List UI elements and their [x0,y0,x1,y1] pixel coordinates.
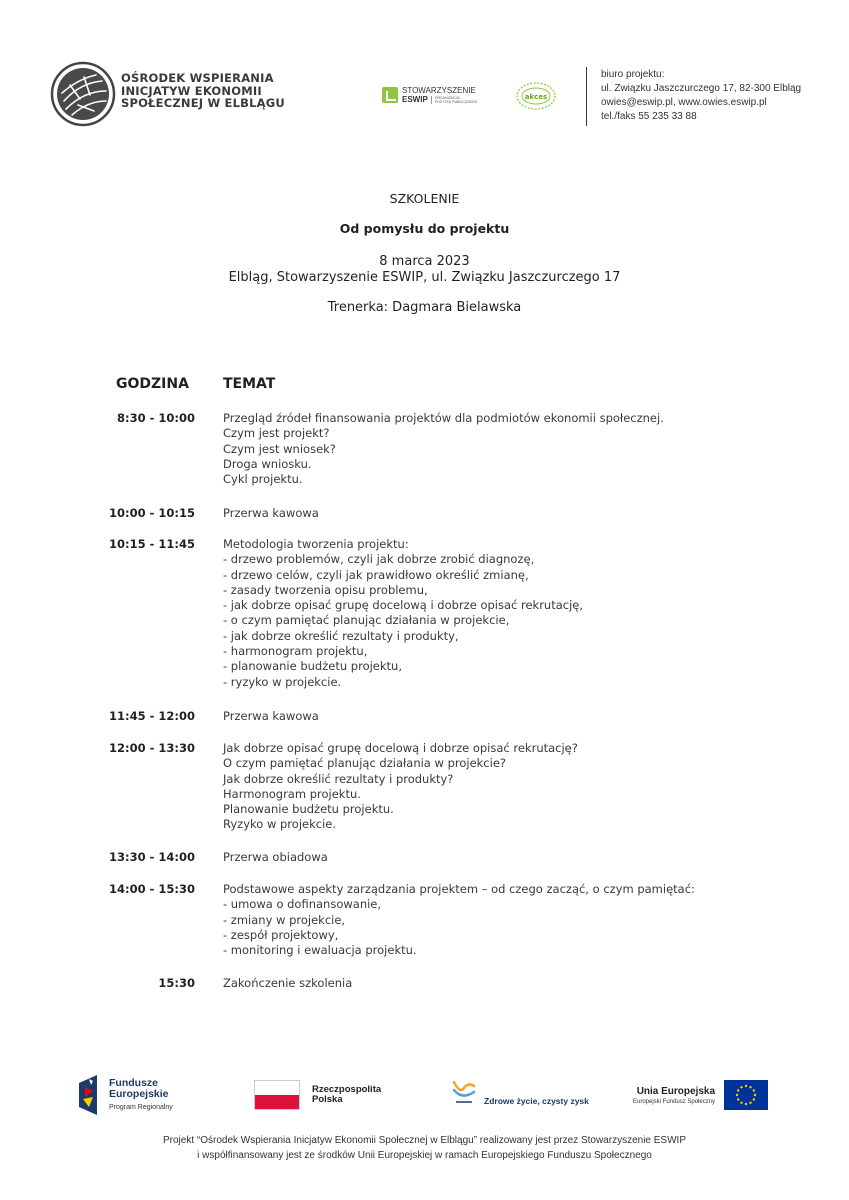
owies-logo-icon [50,61,116,127]
topic-line: O czym pamiętać planując działania w projekcie? [223,756,507,771]
header-divider [586,67,587,126]
topic-line: - jak dobrze określić rezultaty i produkty, [223,628,459,643]
topic-line: - umowa o dofinansowanie, [223,897,382,912]
topic-line: Czym jest wniosek? [223,441,336,456]
fundusze-europejskie-icon [77,1073,101,1117]
topic-line: Przerwa kawowa [223,506,319,520]
topic-line: Jak dobrze określić rezultaty i produkty? [223,771,454,786]
topic-line: - zmiany w projekcie, [223,912,346,927]
row-topic [223,411,664,487]
col-header-topic: TEMAT [223,376,276,392]
row-topic [223,741,578,833]
fe-line-2: Europejskie [109,1087,169,1100]
eswip-line-2: ESWIP [402,95,428,104]
row-time: 13:30 - 14:00 [109,850,195,864]
row-topic [223,709,319,724]
topic-line: Przegląd źródeł finansowania projektów dla podmiotów ekonomii społecznej. [223,411,664,425]
topic-line: Jak dobrze opisać grupę docelową i dobrze opisać rekrutację? [223,741,578,755]
row-topic [223,537,583,690]
fe-line-1: Fundusze [109,1076,158,1089]
pl-line-2: Polska [312,1094,343,1105]
topic-line: Harmonogram projektu. [223,786,361,801]
row-topic [223,506,319,521]
topic-line: Metodologia tworzenia projektu: [223,537,409,551]
topic-line: - ryzyko w projekcie. [223,674,342,689]
pl-line-1: Rzeczpospolita [312,1084,382,1095]
contact-block [601,68,801,124]
fundusze-europejskie-logo [77,1073,173,1117]
col-header-time: GODZINA [116,376,189,392]
contact-address: ul. Związku Jaszczurczego 17, 82-300 Elbląg [601,83,802,94]
contact-email: owies@eswip.pl, www.owies.eswip.pl [601,97,767,108]
row-time: 10:15 - 11:45 [109,537,195,551]
trainer: Trenerka: Dagmara Bielawska [327,300,522,315]
topic-line: Zakończenie szkolenia [223,976,353,990]
row-time: 11:45 - 12:00 [109,709,195,723]
training-date: 8 marca 2023 [379,254,470,269]
warmia-mazury-logo [450,1078,589,1108]
topic-line: - harmonogram projektu, [223,644,368,659]
akces-label: akces [524,93,548,101]
eswip-logo [382,86,477,104]
topic-line: - drzewo celów, czyli jak prawidłowo określić zmianę, [223,567,529,582]
eswip-mark-icon [382,87,398,103]
row-topic [223,976,352,991]
topic-line: Czym jest projekt? [223,426,330,441]
akces-logo-icon [514,81,558,111]
row-time: 10:00 - 10:15 [109,506,195,520]
eswip-sub-1: ORGANIZACJA [434,95,460,100]
topic-line: Przerwa kawowa [223,709,319,723]
topic-line: Przerwa obiadowa [223,850,328,864]
eu-fund: Europejski Fundusz Społeczny [633,1098,716,1105]
project-note-line-2: i współfinansowany jest ze środków Unii Europejskiej w ramach Europejskiego Funduszu Społecznego [197,1150,652,1161]
contact-label: biuro projektu: [601,69,665,80]
row-time: 12:00 - 13:30 [109,741,195,755]
eswip-line-1: STOWARZYSZENIE [402,86,476,95]
unia-europejska-logo [633,1080,768,1110]
topic-line: - zasady tworzenia opisu problemu, [223,582,428,597]
topic-line: Ryzyko w projekcie. [223,817,337,832]
poland-flag-icon [254,1080,300,1110]
fe-sub: Program Regionalny [109,1103,173,1111]
eu-name: Unia Europejska [636,1085,716,1097]
topic-line: - planowanie budżetu projektu, [223,659,402,674]
topic-line: - monitoring i ewaluacja projektu. [223,943,417,958]
warmia-mazury-icon [450,1078,478,1108]
row-topic [223,850,328,865]
eu-flag-icon [724,1080,768,1110]
org-name-line-3: SPOŁECZNEJ W ELBLĄGU [121,96,285,110]
doc-kind: SZKOLENIE [389,191,460,206]
topic-line: Podstawowe aspekty zarządzania projektem – od czego zacząć, o czym pamiętać: [223,882,695,896]
row-time: 14:00 - 15:30 [109,882,195,896]
project-note-line-1: Projekt “Ośrodek Wspierania Inicjatyw Ekonomii Społecznej w Elblągu” realizowany jest przez Stowarzyszenie ESWIP [163,1135,686,1146]
topic-line: - o czym pamiętać planując działania w projekcie, [223,613,510,628]
org-name [121,72,285,110]
wm-slogan: Zdrowe życie, czysty zysk [484,1096,589,1106]
training-name: Od pomysłu do projektu [339,221,510,236]
training-place: Elbląg, Stowarzyszenie ESWIP, ul. Związku Jaszczurczego 17 [228,270,621,285]
topic-line: Cykl projektu. [223,472,303,487]
topic-line: Droga wniosku. [223,456,312,471]
rzeczpospolita-logo [254,1080,381,1110]
topic-line: - jak dobrze opisać grupę docelową i dobrze opisać rekrutację, [223,598,584,613]
row-time: 8:30 - 10:00 [117,411,195,425]
topic-line: Planowanie budżetu projektu. [223,802,394,817]
row-topic [223,882,695,958]
topic-line: - zespół projektowy, [223,927,339,942]
org-name-line-2: INICJATYW EKONOMII [121,83,262,98]
topic-line: - drzewo problemów, czyli jak dobrze zrobić diagnozę, [223,552,535,567]
row-time: 15:30 [158,976,195,990]
date-place [0,254,849,286]
org-name-line-1: ОŚRODEK WSPIERANIA [121,71,274,85]
contact-phone: tel./faks 55 235 33 88 [601,111,697,122]
eswip-sub-2: POŻYTKU PUBLICZNEGO [434,99,478,104]
project-note [0,1133,849,1163]
